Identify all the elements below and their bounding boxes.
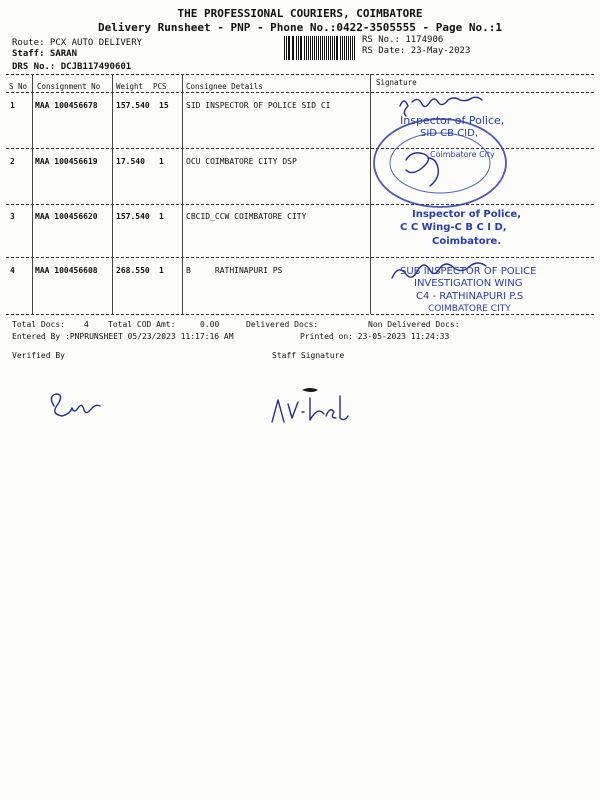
row-4-pcs: 1 <box>159 266 164 275</box>
barcode-bar <box>296 36 297 60</box>
route-label: Route: PCX AUTO DELIVERY <box>12 38 143 48</box>
rs-number: RS No.: 1174906 <box>362 35 444 45</box>
barcode-bar <box>316 36 317 60</box>
total-cod-value: 0.00 <box>200 320 220 329</box>
row-2-consignee: OCU COIMBATORE CITY DSP <box>186 157 297 166</box>
row-4-sno: 4 <box>10 266 15 275</box>
row-4-consignee: B RATHINAPURI PS <box>186 266 283 275</box>
barcode-bar <box>326 36 327 60</box>
stamp-2-line-2: C C Wing-C B C I D, <box>400 222 507 233</box>
barcode-bar <box>312 36 313 60</box>
barcode-bar <box>322 36 323 60</box>
row-1-consignee: SID INSPECTOR OF POLICE SID CI <box>186 101 331 110</box>
col-header-weight: Weight <box>116 82 144 91</box>
column-divider <box>370 74 371 314</box>
total-docs-value: 4 <box>84 320 89 329</box>
stamp-2-line-1: Inspector of Police, <box>412 209 521 220</box>
barcode <box>284 36 356 60</box>
total-cod-label: Total COD Amt: <box>108 320 176 329</box>
column-divider <box>32 74 33 314</box>
drs-number: DRS No.: DCJB117490601 <box>12 62 132 72</box>
company-name: THE PROFESSIONAL COURIERS, COIMBATORE <box>177 7 423 20</box>
stamp-3-line-3: C4 - RATHINAPURI P.S <box>416 291 524 302</box>
barcode-bar <box>284 36 285 60</box>
total-docs-label: Total Docs: <box>12 320 65 329</box>
stamp-3-line-1: SUB INSPECTOR OF POLICE <box>400 266 537 277</box>
staff-label: Staff: SARAN <box>12 49 78 59</box>
barcode-bar <box>301 36 302 60</box>
staff-signature-label: Staff Signature <box>272 351 345 360</box>
row-1-consignment: MAA 100456678 <box>35 101 98 110</box>
row-3-consignment: MAA 100456620 <box>35 212 98 221</box>
row-2-weight: 17.540 <box>116 157 145 166</box>
row-2-sno: 2 <box>10 157 15 166</box>
col-header-signature: Signature <box>376 78 417 87</box>
col-header-pcs: PCS <box>153 82 167 91</box>
non-delivered-docs-label: Non Delivered Docs: <box>368 320 460 329</box>
verified-by-label: Verified By <box>12 351 65 360</box>
column-divider <box>112 74 113 314</box>
row-4-consignment: MAA 100456608 <box>35 266 98 275</box>
row-3-weight: 157.540 <box>116 212 150 221</box>
stamp-2-line-3: Coimbatore. <box>432 236 502 247</box>
stamp-1-line-1: Inspector of Police, <box>400 114 505 127</box>
delivered-docs-label: Delivered Docs: <box>246 320 319 329</box>
barcode-bar <box>304 36 305 60</box>
round-seal-text: Coimbatore City <box>430 150 495 159</box>
column-divider <box>182 74 183 314</box>
stamp-3-line-4: COIMBATORE CITY <box>428 304 511 314</box>
col-header-consignee: Consignee Details <box>186 82 263 91</box>
row-3-pcs: 1 <box>159 212 164 221</box>
runsheet-title: Delivery Runsheet - PNP - Phone No.:0422-3505555 - Page No.:1 <box>98 21 502 34</box>
row-2-pcs: 1 <box>159 157 164 166</box>
row-3-consignee: CBCID_CCW COIMBATORE CITY <box>186 212 307 221</box>
barcode-bar <box>289 36 290 60</box>
stamp-1-line-2: SID CB CID, <box>420 128 479 139</box>
rs-date: RS Date: 23-May-2023 <box>362 46 471 56</box>
barcode-bar <box>350 36 351 60</box>
col-header-sno: S No <box>9 82 28 91</box>
row-4-weight: 268.550 <box>116 266 150 275</box>
row-1-sno: 1 <box>10 101 15 110</box>
handwritten-signatures <box>40 382 380 442</box>
table-top-rule <box>6 74 594 75</box>
col-header-consignment: Consignment No <box>37 82 101 91</box>
row-2-consignment: MAA 100456619 <box>35 157 98 166</box>
entered-by: Entered By :PNPRUNSHEET 05/23/2023 11:17:16 AM <box>12 332 234 341</box>
barcode-bar <box>344 36 345 60</box>
row-3-sno: 3 <box>10 212 15 221</box>
printed-on: Printed on: 23-05-2023 11:24:33 <box>300 332 450 341</box>
row-1-pcs: 15 <box>159 101 169 110</box>
row-1-weight: 157.540 <box>116 101 150 110</box>
barcode-bar <box>337 36 338 60</box>
stamp-3-line-2: INVESTIGATION WING <box>414 278 523 289</box>
barcode-bar <box>332 36 333 60</box>
